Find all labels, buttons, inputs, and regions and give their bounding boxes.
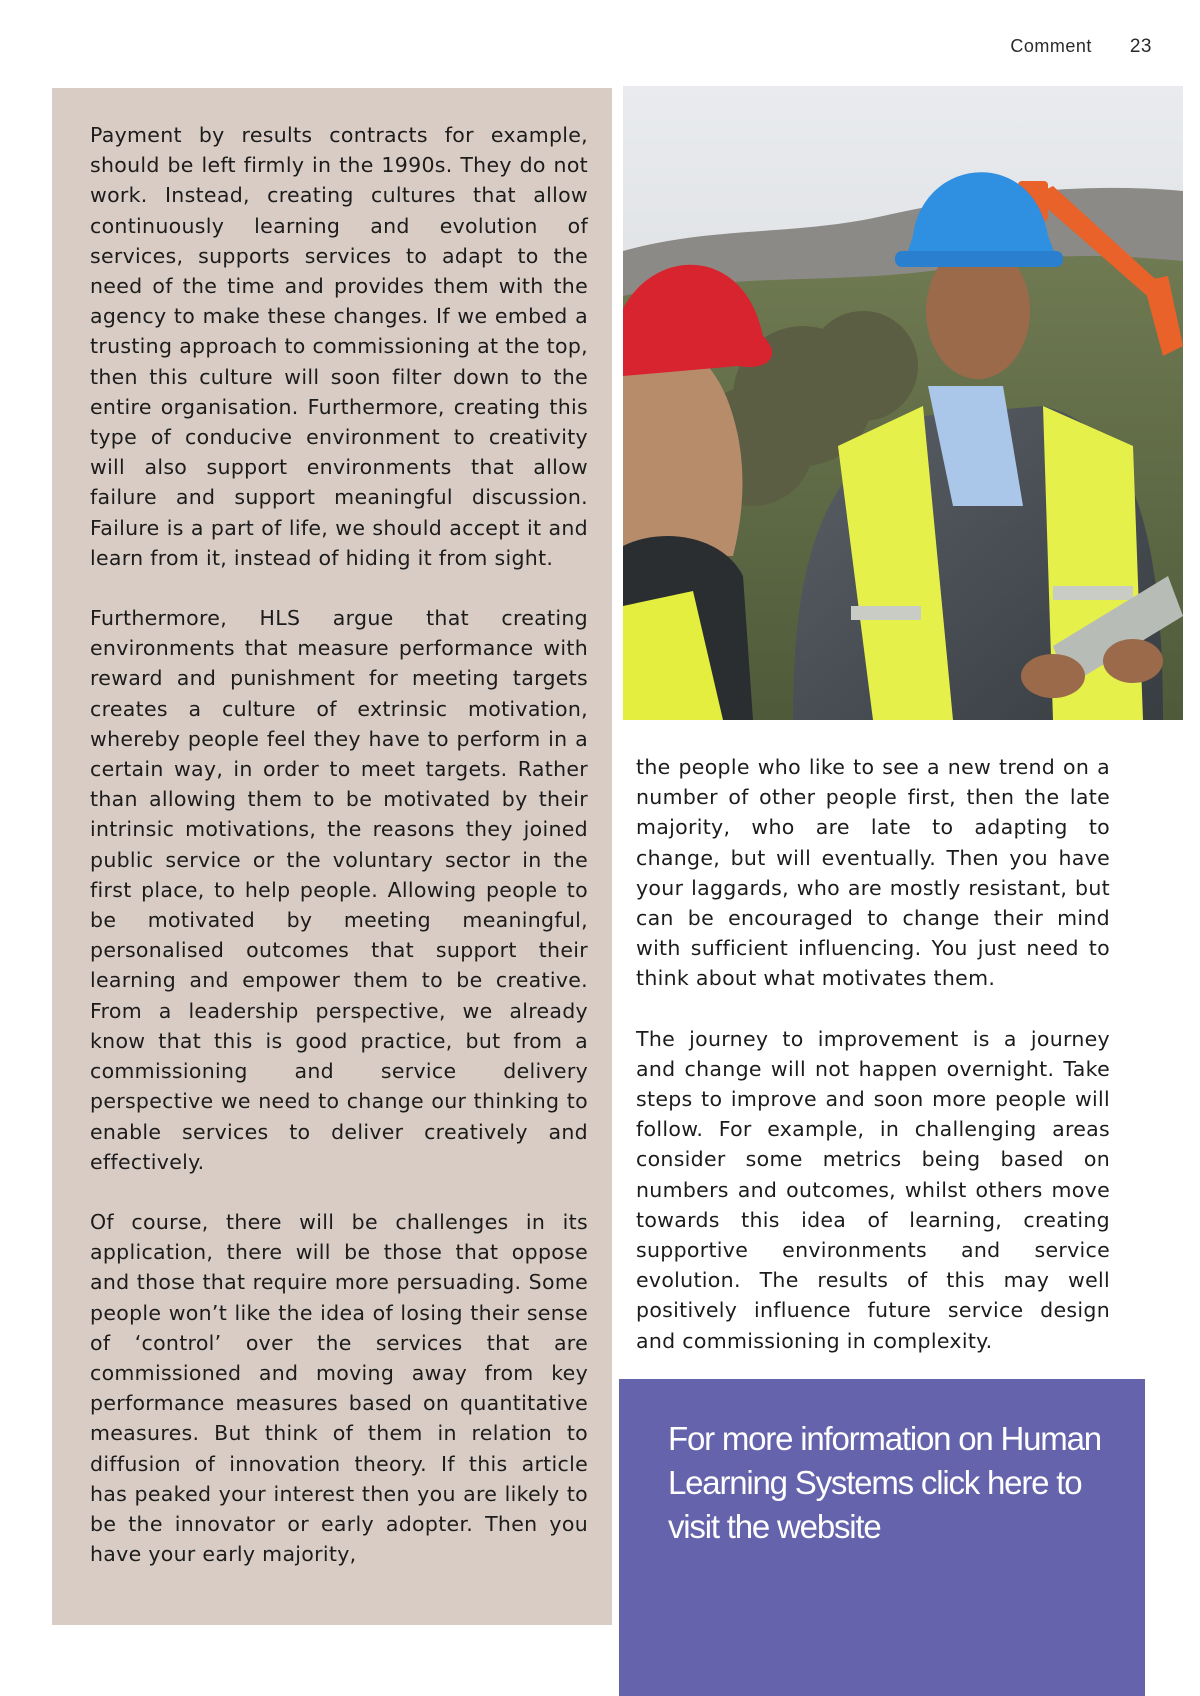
paragraph: the people who like to see a new trend on a number of other people first, then the late majority, who are late to adapting to change, but will eventually. Then you have your laggards, who are mostly resistant, but can be encouraged to change their mind with sufficient influencing. You just need to think about what motivates them. (636, 755, 1110, 991)
paragraph: Furthermore, HLS argue that creating environments that measure performance with reward and punishment for meeting targets creates a culture of extrinsic motivation, whereby people feel they have to perform in a certain way, in order to meet targets. Rather than allowing them to be motivated by their intrinsic motivations, the reasons they joined public service or the voluntary sector in the first place, to help people. Allowing people to be motivated by meeting meaningful, personalised outcomes that support their learning and empower them to be creative. From a leadership perspective, we already know that this is good practice, but from a commissioning and service delivery perspective we need to change our thinking to enable services to deliver creatively and effectively. (90, 606, 588, 1174)
section-label: Comment (1010, 36, 1092, 56)
website-link-text[interactable]: For more information on Human Learning Systems click here to visit the website (668, 1420, 1101, 1545)
paragraph: Payment by results contracts for example, should be left firmly in the 1990s. They do not work. Instead, creating cultures that allow continuously learning and evolution of services, supports services to adapt to the need of the time and provides them with the agency to make these changes. If we embed a trusting approach to commissioning at the top, then this culture will soon filter down to the entire organisation. Furthermore, creating this type of conducive environment to creativity will also support environments that allow failure and support meaningful discussion. Failure is a part of life, we should accept it and learn from it, instead of hiding it from sight. (90, 123, 588, 570)
paragraph: The journey to improvement is a journey and change will not happen overnight. Take steps to improve and soon more people will follow. For example, in challenging areas consider some metrics being based on numbers and outcomes, whilst others move towards this idea of learning, creating supportive environments and service evolution. The results of this may well positively influence future service design and commissioning in complexity. (636, 1026, 1110, 1353)
right-column (636, 752, 1110, 1386)
paragraph: Of course, there will be challenges in its application, there will be those that oppose and those that require more persuading. Some people won’t like the idea of losing their sense of ‘control’ over the services that are commissioned and moving away from key performance measures based on quantitative measures. But think of them in relation to diffusion of innovation theory. If this article has peaked your interest then you are likely to be the innovator or early adopter. Then you have your early majority, (90, 1209, 588, 1567)
article-photo (623, 86, 1183, 720)
page-header (1010, 36, 1152, 58)
page-number: 23 (1129, 36, 1152, 57)
website-link-box[interactable] (619, 1379, 1145, 1696)
left-column (90, 120, 588, 1599)
